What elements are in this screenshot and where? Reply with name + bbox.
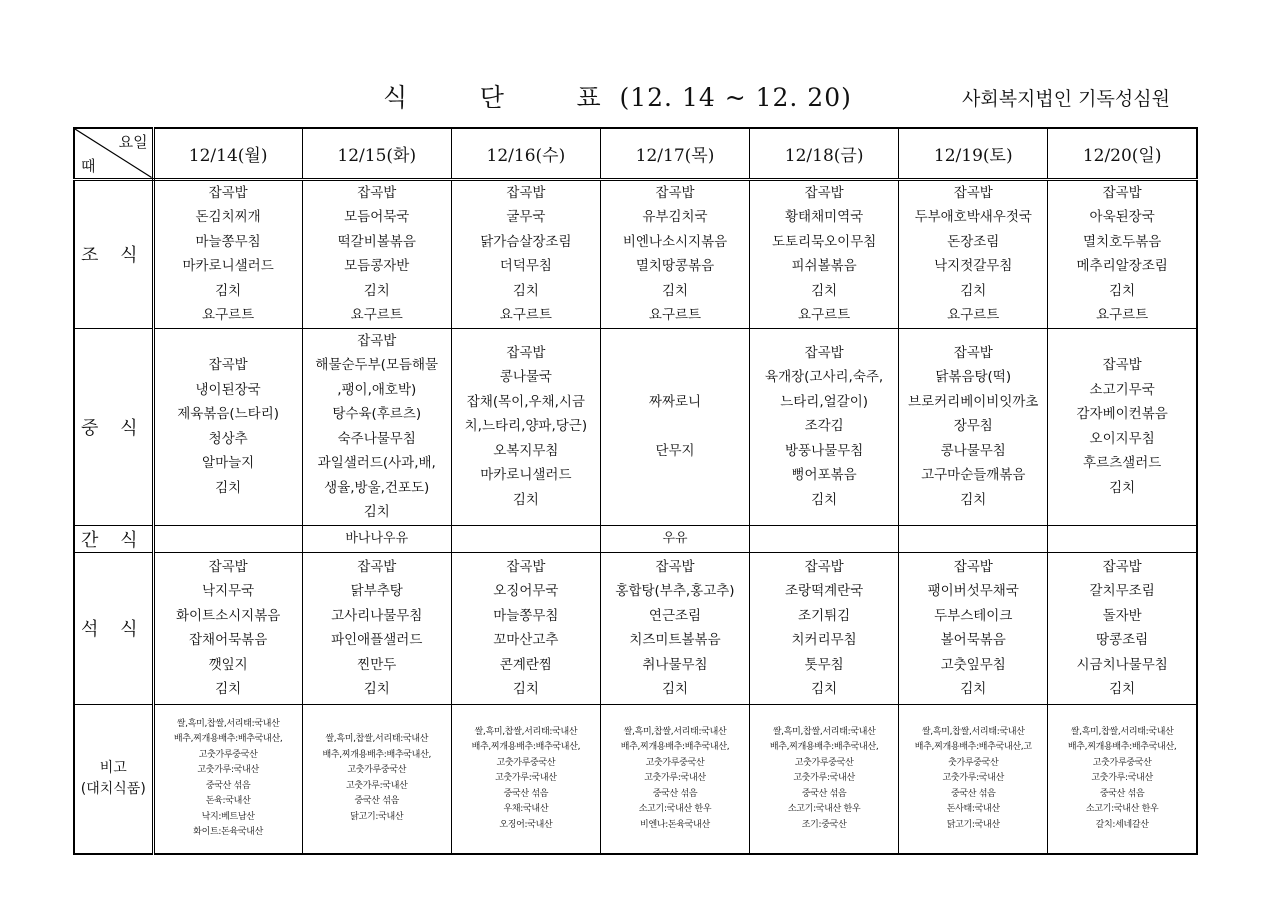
- menu-item: 잡곡밥: [804, 184, 844, 201]
- note-cell: [899, 704, 1048, 854]
- menu-item: 요구르트: [1096, 307, 1149, 323]
- menu-item: 쌀,흑미,찹쌀,서리태:국내산: [474, 726, 578, 737]
- menu-item: 톳무침: [804, 656, 844, 673]
- menu-item: 김치: [960, 282, 987, 299]
- menu-item: 낙지무국: [202, 583, 255, 599]
- menu-item: 조기:중국산: [801, 819, 847, 830]
- menu-item: 파인애플샐러드: [331, 632, 423, 648]
- menu-item: 돈김치찌개: [195, 209, 261, 225]
- menu-item: 감자베이컨볶음: [1076, 406, 1168, 422]
- lunch-label: 중 식: [74, 328, 153, 525]
- menu-item: 마카로니샐러드: [480, 467, 572, 484]
- menu-item: 깻잎지: [208, 656, 248, 673]
- menu-item: 쌀,흑미,찹쌀,서리태:국내산: [1070, 726, 1174, 737]
- menu-item: 방풍나물무침: [785, 442, 864, 459]
- day-header: 12/16(수): [451, 128, 600, 179]
- note-cell: [1048, 704, 1197, 854]
- menu-item: 꼬마산고추: [493, 632, 559, 648]
- menu-item: 잡곡밥: [357, 558, 397, 575]
- menu-item: 김치: [960, 491, 987, 508]
- menu-item: 마늘쫑무침: [493, 607, 559, 624]
- menu-item: 잡곡밥: [953, 184, 993, 201]
- day-header: 12/14(월): [153, 128, 302, 179]
- menu-item: 고춧가루중국산: [347, 765, 407, 776]
- menu-item: 잡곡밥: [208, 357, 248, 373]
- menu-item: 김치: [811, 282, 838, 299]
- dinner-cell: [750, 552, 899, 704]
- menu-item: 멸치호두볶음: [1083, 233, 1162, 250]
- menu-item: 화이트소시지볶음: [175, 607, 281, 624]
- menu-item: 쌀,흑미,찹쌀,서리태:국내산: [325, 734, 429, 745]
- menu-item: 요구르트: [499, 307, 552, 323]
- breakfast-cell: [1048, 179, 1197, 328]
- menu-item: 잡곡밥: [1102, 184, 1142, 201]
- menu-item: 요구르트: [648, 307, 702, 323]
- corner-day-label: 요일: [118, 133, 148, 151]
- dinner-cell: [1048, 552, 1197, 704]
- menu-item: 모듬어묵국: [344, 209, 410, 225]
- menu-item: 배추,찌개용배추:배추국내산,: [173, 734, 283, 745]
- menu-item: 브로커리베이비잇까초: [908, 393, 1039, 410]
- menu-item: 피쉬볼볶음: [791, 258, 857, 274]
- menu-item: 갈치:세네갈산: [1095, 819, 1149, 830]
- menu-item: 메추리알장조림: [1076, 258, 1168, 274]
- menu-item: 김치: [215, 282, 242, 299]
- dinner-label: 석 식: [74, 552, 153, 704]
- menu-item: 김치: [811, 681, 838, 697]
- menu-item: 땅콩조림: [1096, 632, 1149, 648]
- menu-item: 잡곡밥: [506, 184, 546, 201]
- menu-item: 김치: [661, 681, 689, 697]
- note-label-line: 비고: [99, 759, 127, 776]
- menu-item: 모듬콩자반: [344, 258, 410, 274]
- menu-item: 고춧가루중국산: [198, 749, 258, 760]
- menu-item: 김치: [512, 491, 539, 508]
- menu-item: 돌자반: [1102, 607, 1142, 624]
- breakfast-cell: [750, 179, 899, 328]
- menu-item: 고춧가루:국내산: [495, 773, 557, 783]
- note-cell: [153, 704, 302, 854]
- note-row: [74, 704, 1197, 854]
- menu-item: 쌀,흑미,찹쌀,서리태:국내산: [921, 726, 1025, 737]
- snack-row: [74, 525, 1197, 552]
- menu-item: 뻥어포볶음: [791, 467, 857, 484]
- menu-item: 조기튀김: [798, 607, 851, 624]
- menu-item: 중국산 섞음: [652, 788, 698, 799]
- menu-item: 닭고기:국내산: [946, 819, 1000, 830]
- menu-item: 요구르트: [350, 307, 403, 323]
- menu-item: 더덕무침: [499, 258, 552, 274]
- dinner-row: [74, 552, 1197, 704]
- dinner-cell: [600, 552, 749, 704]
- menu-item: 배추,찌개용배추:배추국내산,: [620, 742, 730, 752]
- note-cell: [750, 704, 899, 854]
- menu-item: 육개장(고사리,숙주,: [765, 369, 884, 386]
- lunch-cell: [1048, 328, 1197, 525]
- menu-item: 김치: [363, 681, 390, 697]
- snack-cell: [451, 525, 600, 552]
- menu-item: 조각김: [804, 418, 844, 435]
- menu-item: 마카로니샐러드: [182, 258, 274, 274]
- menu-item: 고춧가루중국산: [794, 757, 854, 768]
- organization-name: 사회복지법인 기독성심원: [962, 88, 1170, 110]
- menu-item: 떡갈비볼볶음: [337, 233, 416, 250]
- menu-item: 치,느타리,양파,당근): [464, 418, 588, 435]
- menu-item: 제육볶음(느타리): [177, 406, 280, 422]
- menu-item: 잡곡밥: [208, 184, 248, 201]
- menu-item: 김치: [661, 282, 689, 299]
- menu-item: 닭부추탕: [350, 583, 403, 599]
- breakfast-cell: [302, 179, 451, 328]
- menu-item: 마늘쫑무침: [195, 233, 261, 250]
- menu-item: 탕수육(후르츠): [332, 406, 422, 422]
- dinner-cell: [451, 552, 600, 704]
- menu-item: 멸치땅콩볶음: [635, 258, 715, 274]
- menu-item: 오징어:국내산: [499, 819, 553, 830]
- snack-cell: [899, 525, 1048, 552]
- menu-item: 김치: [363, 504, 390, 520]
- header-row: [74, 128, 1197, 179]
- lunch-cell: [600, 328, 749, 525]
- menu-item: 배추,찌개용배추:배추국내산,: [471, 742, 581, 752]
- menu-item: 갈치무조림: [1089, 583, 1155, 599]
- menu-item: 잡곡밥: [953, 558, 993, 575]
- menu-item: 찐만두: [357, 656, 397, 673]
- menu-item: 배추,찌개용배추:배추국내산,: [769, 742, 879, 752]
- menu-item: 조랑떡계란국: [785, 583, 864, 599]
- menu-item: 김치: [811, 491, 838, 508]
- menu-item: 요구르트: [798, 307, 851, 323]
- menu-item: 김치: [215, 681, 242, 697]
- menu-item: 중국산 섞음: [950, 788, 996, 799]
- menu-item: 잡곡밥: [1102, 357, 1142, 373]
- menu-item: 숙주나물무침: [337, 430, 416, 447]
- note-cell: [302, 704, 451, 854]
- menu-item: 배추,찌개용배추:배추국내산,: [322, 749, 432, 760]
- menu-item: 우채:국내산: [503, 804, 549, 814]
- menu-item: 김치: [1109, 479, 1136, 496]
- menu-item: 오복지무침: [493, 442, 559, 459]
- corner-meal-label: 때: [81, 156, 96, 175]
- dinner-cell: [153, 552, 302, 704]
- menu-item: 잡곡밥: [655, 558, 695, 575]
- dinner-cell: [302, 552, 451, 704]
- snack-cell: [1048, 525, 1197, 552]
- menu-item: 배추,찌개용배추:배추국내산,고: [914, 742, 1032, 752]
- menu-item: 고춧가루:국내산: [1091, 773, 1153, 783]
- menu-item: 두부애호박새우젓국: [914, 209, 1032, 225]
- menu-item: 홍합탕(부추,홍고추): [615, 583, 735, 599]
- menu-item: 돈사태:국내산: [946, 804, 1000, 814]
- menu-item: 고춧가루중국산: [645, 757, 705, 768]
- menu-item: 고춧가루:국내산: [793, 773, 855, 783]
- menu-item: 잡채(목이,우채,시금: [466, 393, 585, 410]
- menu-item: 장무침: [953, 418, 993, 435]
- lunch-cell: [302, 328, 451, 525]
- menu-item: 시금치나물무침: [1076, 656, 1168, 673]
- menu-item: 고춧가루:국내산: [942, 773, 1004, 783]
- menu-item: 김치: [512, 282, 539, 299]
- menu-item: 낙지젓갈무침: [934, 258, 1013, 274]
- menu-item: 김치: [363, 282, 390, 299]
- menu-item: 김치: [512, 681, 539, 697]
- lunch-row: [74, 328, 1197, 525]
- breakfast-cell: [153, 179, 302, 328]
- day-header: 12/19(토): [899, 128, 1048, 179]
- menu-item: 냉이된장국: [195, 381, 261, 398]
- menu-item: 잡곡밥: [804, 344, 844, 361]
- day-header: 12/15(화): [302, 128, 451, 179]
- menu-item: 잡곡밥: [506, 558, 546, 575]
- day-header: 12/20(일): [1048, 128, 1197, 179]
- menu-item: 잡곡밥: [357, 332, 397, 349]
- menu-item: 팽이버섯무채국: [927, 583, 1019, 599]
- menu-item: 단무지: [655, 442, 695, 459]
- menu-item: 중국산 섞음: [503, 788, 549, 799]
- menu-item: 쌀,흑미,찹쌀,서리태:국내산: [176, 718, 280, 729]
- menu-item: 잡곡밥: [804, 558, 844, 575]
- menu-item: 화이트:돈육국내산: [193, 827, 264, 838]
- note-cell: [600, 704, 749, 854]
- menu-item: 잡곡밥: [953, 344, 993, 361]
- meal-schedule-table: [73, 127, 1198, 855]
- menu-item: 중국산 섞음: [1099, 788, 1145, 799]
- dinner-cell: [899, 552, 1048, 704]
- menu-item: 콩나물무침: [940, 442, 1006, 459]
- menu-item: 후르츠샐러드: [1083, 455, 1162, 471]
- menu-item: 고구마순들깨볶음: [921, 467, 1026, 484]
- menu-item: 잡채어묵볶음: [189, 632, 268, 648]
- menu-item: 황태채미역국: [785, 209, 864, 225]
- lunch-cell: [451, 328, 600, 525]
- menu-item: 비엔나:돈육국내산: [640, 819, 710, 830]
- menu-item: 취나물무침: [642, 656, 708, 673]
- corner-header-cell: [74, 128, 153, 179]
- menu-item: 해물순두부(모듬해물: [315, 357, 439, 373]
- menu-item: 볼어묵볶음: [940, 632, 1006, 648]
- menu-item: 청상추: [208, 430, 248, 447]
- menu-item: 소고기:국내산 한우: [787, 804, 861, 814]
- menu-item: 콩나물국: [499, 369, 552, 386]
- menu-item: 배추,찌개용배추:배추국내산,: [1067, 742, 1177, 752]
- menu-item: 과일샐러드(사과,배,: [317, 455, 436, 471]
- menu-item: 잡곡밥: [208, 558, 248, 575]
- menu-item: 잡곡밥: [655, 184, 695, 201]
- note-cell: [451, 704, 600, 854]
- day-header: 12/17(목): [600, 128, 749, 179]
- menu-item: 소고기:국내산 한우: [638, 804, 712, 814]
- menu-item: 비엔나소시지볶음: [622, 233, 728, 250]
- menu-item: 잡곡밥: [506, 344, 546, 361]
- menu-item: 소고기:국내산 한우: [1085, 804, 1159, 814]
- menu-item: 김치: [1109, 681, 1136, 697]
- lunch-cell: [899, 328, 1048, 525]
- day-header: 12/18(금): [750, 128, 899, 179]
- breakfast-row: [74, 179, 1197, 328]
- menu-item: 돈장조림: [947, 233, 1000, 250]
- menu-item: 닭고기:국내산: [350, 811, 404, 822]
- menu-item: 김치: [1109, 282, 1136, 299]
- menu-item: 고춧가루:국내산: [346, 780, 408, 791]
- menu-item: 오징어무국: [493, 583, 559, 599]
- note-label-line: (대치식품): [80, 780, 146, 797]
- breakfast-cell: [600, 179, 749, 328]
- menu-item: 잡곡밥: [1102, 558, 1142, 575]
- menu-item: 도토리묵오이무침: [771, 233, 877, 250]
- menu-item: 고춧가루중국산: [496, 757, 556, 768]
- menu-item: 닭볶음탕(떡): [935, 369, 1012, 386]
- menu-item: 고춧잎무침: [940, 656, 1006, 673]
- menu-item: 중국산 섞음: [354, 796, 400, 807]
- snack-cell: [153, 525, 302, 552]
- note-label: [74, 704, 153, 854]
- menu-item: 오이지무침: [1089, 430, 1155, 447]
- menu-item: 고춧가루중국산: [1092, 757, 1152, 768]
- menu-item: 쌀,흑미,찹쌀,서리태:국내산: [623, 726, 727, 737]
- menu-item: [601, 414, 749, 439]
- menu-item: 연근조림: [648, 607, 702, 624]
- menu-item: 요구르트: [947, 307, 1000, 323]
- menu-item: 낙지:베트남산: [201, 811, 255, 822]
- menu-item: 춧가루중국산: [948, 757, 999, 768]
- lunch-cell: [153, 328, 302, 525]
- menu-item: 생율,방울,건포도): [324, 479, 430, 496]
- menu-item: 요구르트: [202, 307, 255, 323]
- menu-item: 아욱된장국: [1089, 209, 1155, 225]
- menu-item: 잡곡밥: [357, 184, 397, 201]
- breakfast-cell: [451, 179, 600, 328]
- lunch-cell: [750, 328, 899, 525]
- menu-item: 김치: [960, 681, 987, 697]
- menu-item: 짜짜로니: [648, 393, 702, 410]
- menu-item: 굴무국: [506, 209, 546, 225]
- menu-item: 닭가슴살장조림: [480, 233, 572, 250]
- menu-item: 고사리나물무침: [331, 607, 423, 624]
- breakfast-cell: [899, 179, 1048, 328]
- page-title: 식 단 표 (12. 14 ~ 12. 20): [383, 83, 852, 112]
- menu-item: 중국산 섞음: [205, 780, 251, 791]
- menu-item: 중국산 섞음: [801, 788, 847, 799]
- snack-label: 간 식: [74, 525, 153, 552]
- menu-item: 콘계란찜: [499, 656, 552, 673]
- menu-item: 돈육:국내산: [205, 796, 251, 807]
- snack-cell: 우유: [600, 525, 749, 552]
- snack-cell: 바나나우유: [302, 525, 451, 552]
- menu-item: 고춧가루:국내산: [644, 773, 706, 783]
- menu-item: 쌀,흑미,찹쌀,서리태:국내산: [772, 726, 876, 737]
- menu-item: 유부김치국: [642, 209, 708, 225]
- menu-item: 알마늘지: [202, 455, 255, 471]
- menu-item: 고춧가루:국내산: [197, 765, 259, 776]
- menu-item: 치커리무침: [791, 632, 857, 648]
- menu-item: 김치: [215, 479, 242, 496]
- breakfast-label: 조 식: [74, 179, 153, 328]
- menu-item: 소고기무국: [1089, 381, 1155, 398]
- menu-item: 느타리,얼갈이): [780, 393, 869, 410]
- menu-item: ,팽이,애호박): [337, 381, 417, 398]
- menu-item: 치즈미트볼볶음: [629, 632, 721, 648]
- menu-item: 두부스테이크: [934, 607, 1013, 624]
- snack-cell: [750, 525, 899, 552]
